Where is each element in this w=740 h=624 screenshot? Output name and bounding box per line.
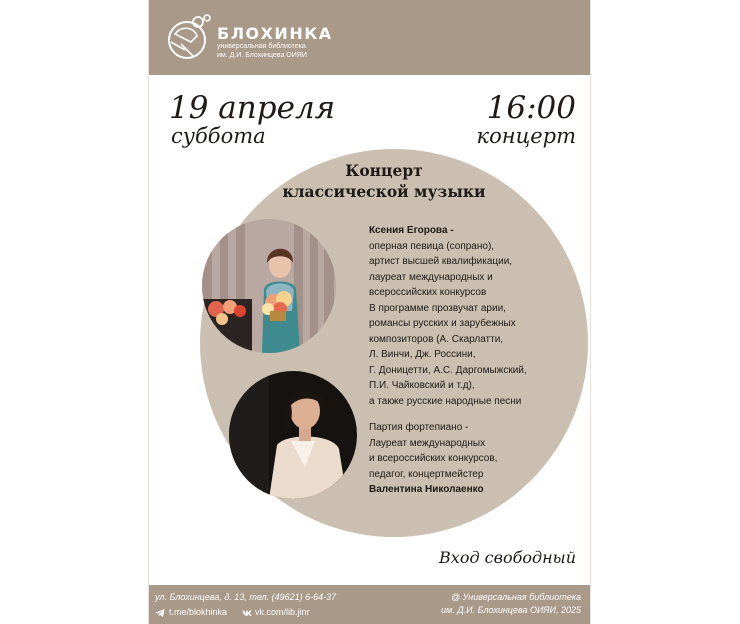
program-line: В программе прозвучат арии, [369,302,506,314]
concert-title [259,160,509,202]
logo-subtitle-1: универсальная библиотека [217,43,306,50]
program-line: романсы русских и зарубежных [369,318,516,329]
singer-line: всероссийских конкурсов [369,287,487,298]
singer-line: артист высшей квалификации, [369,256,513,267]
pianist-line: Лауреат международных [369,437,486,449]
vk-icon [242,608,252,618]
footer-band [149,585,590,624]
telegram-link[interactable]: t.me/blokhinka [169,607,228,617]
program-line: Л. Винчи, Дж. Россини, [369,349,476,360]
telegram-icon [155,608,165,618]
logo-subtitle-2: им. Д.И. Блохинцева ОИЯИ [217,52,307,59]
concert-title-line-2: классической музыки [282,182,486,201]
program-line: а также русские народные песни [369,395,522,407]
singer-bio [369,223,569,409]
singer-line: лауреат международных и [369,271,493,283]
pianist-photo [229,371,357,499]
pianist-line: педагог, концертмейстер [369,468,484,480]
singer-line: оперная певица (сопрано), [369,240,495,252]
footer-copyright-2: им. Д.И. Блохинцева ОИЯИ, 2025 [441,605,581,615]
logo-title: БЛОХИНКА [217,24,333,43]
header-band [149,0,590,75]
concert-title-line-1: Концерт [345,161,423,180]
singer-name: Ксения Егорова - [369,225,454,236]
singer-photo [202,219,336,353]
event-kind: концерт [476,124,576,148]
admission-text: Вход свободный [439,548,576,567]
program-line: композиторов (А. Скарлатти, [369,333,504,345]
pianist-name: Валентина Николаенко [369,484,484,495]
footer-address: ул. Блохинцева, д. 13, тел. (49621) 6-64-37 [155,592,337,602]
concert-poster [149,0,590,624]
vk-link[interactable]: vk.com/lib.jinr [255,607,310,617]
library-logo-icon [163,12,215,64]
program-line: П.И. Чайковский и т.д), [369,380,475,391]
footer-copyright-1: @ Универсальная библиотека [450,592,581,602]
pianist-line: и всероссийских конкурсов, [369,453,498,464]
event-time: 16:00 [486,90,576,126]
program-line: Г. Доницетти, А.С. Даргомыжский, [369,364,527,376]
event-date: 19 апреля [169,90,336,126]
event-weekday: суббота [171,124,266,148]
pianist-bio [369,420,569,498]
pianist-line: Партия фортепиано - [369,422,469,433]
